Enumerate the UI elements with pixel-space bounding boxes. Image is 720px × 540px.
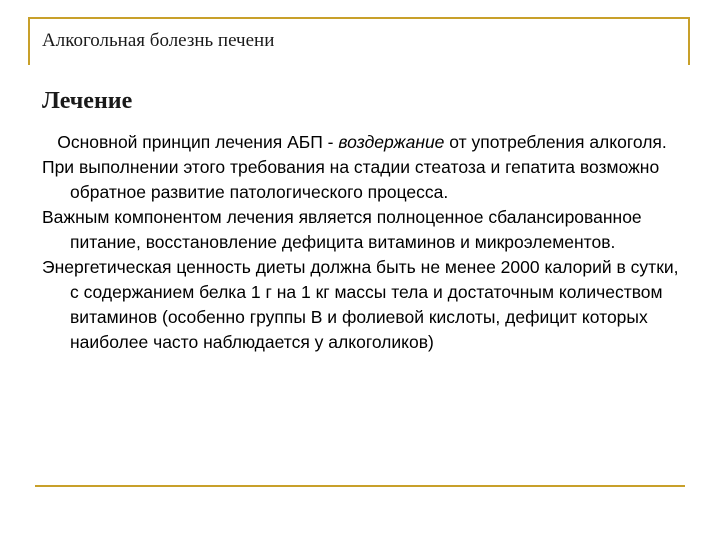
header-right-rule xyxy=(688,17,690,65)
intro-text-before: Основной принцип лечения АБП - xyxy=(57,132,339,152)
section-title: Лечение xyxy=(42,88,133,114)
intro-paragraph xyxy=(42,130,682,155)
slide-body xyxy=(42,130,682,355)
paragraph-diet-energy: Энергетическая ценность диеты должна быть не менее 2000 калорий в сутки, с содержанием белка 1 г на 1 кг массы тела и достаточным количеством витаминов (особенно группы В и фолиевой кислоты, дефицит которых наиболее часто наблюдается у алкоголиков) xyxy=(42,257,679,352)
paragraph-nutrition: Важным компонентом лечения является полноценное сбалансированное питание, восстановление дефицита витаминов и микроэлементов. xyxy=(42,207,642,252)
intro-emphasis: воздержание xyxy=(338,132,445,152)
header-left-rule xyxy=(28,17,30,65)
header-title: Алкогольная болезнь печени xyxy=(42,30,275,51)
footer-rule xyxy=(35,485,685,487)
header-top-rule xyxy=(28,17,690,19)
intro-text-after: от употребления алкоголя. xyxy=(444,132,667,152)
paragraph-stages: При выполнении этого требования на стадии стеатоза и гепатита возможно обратное развитие патологического процесса. xyxy=(42,157,660,202)
